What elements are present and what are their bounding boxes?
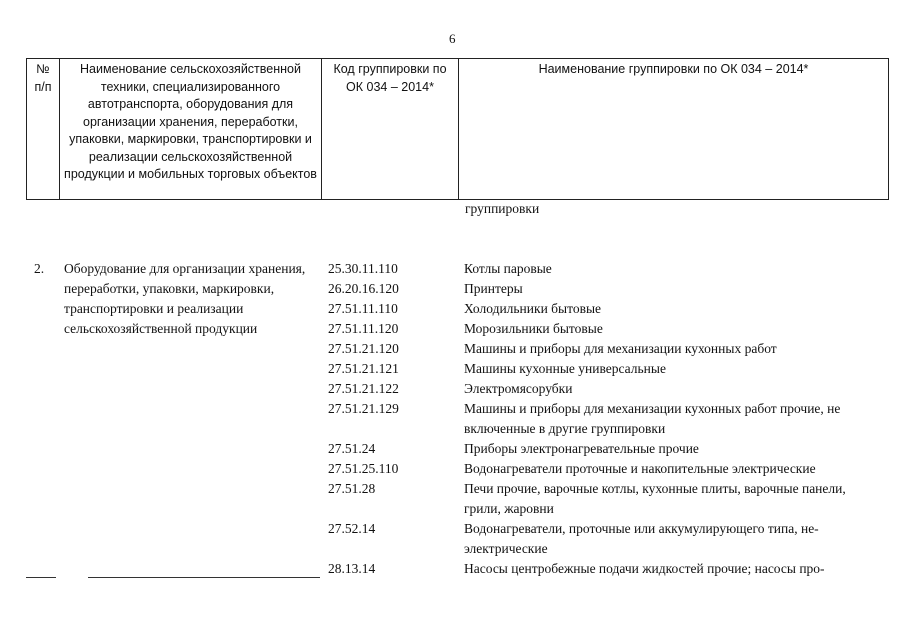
group-name-item: Машины и приборы для механизации кухонных работ прочие, не включенные в другие группировки <box>464 401 841 436</box>
code-item: 27.51.21.121 <box>328 361 399 376</box>
group-name-item: Котлы паровые <box>464 261 552 276</box>
section-name: Оборудование для организации хранения, переработки, упаковки, маркировки, транспортировки и реализации сельскохозяйственной продукции <box>64 261 306 336</box>
group-name-item: Машины и приборы для механизации кухонных работ <box>464 341 777 356</box>
code-column <box>328 259 458 579</box>
code-item: 27.51.24 <box>328 441 376 456</box>
group-name-item: Морозильники бытовые <box>464 321 603 336</box>
code-item: 27.51.11.120 <box>328 321 399 336</box>
group-name-item: Насосы центробежные подачи жидкостей прочие; насосы про- <box>464 561 825 576</box>
header-col-number: № п/п <box>27 59 60 200</box>
header-col-group-name: Наименование группировки по ОК 034 – 2014* <box>459 59 889 200</box>
code-item: 27.51.11.110 <box>328 301 398 316</box>
code-item: 27.51.21.122 <box>328 381 399 396</box>
code-item: 27.52.14 <box>328 521 376 536</box>
code-item: 27.51.21.120 <box>328 341 399 356</box>
group-name-item: Водонагреватели проточные и накопительные электрические <box>464 461 816 476</box>
group-name-item: Машины кухонные универсальные <box>464 361 666 376</box>
table-header <box>26 58 889 200</box>
header-col-equipment-name: Наименование сельскохозяйственной техники, специализированного автотранспорта, оборудования для организации хранения, переработки, упаковки, маркировки, транспортировки и реализации сельскохозяйственной продукции и мобильных торговых объектов <box>60 59 322 200</box>
code-item: 27.51.25.110 <box>328 461 399 476</box>
group-name-item: Электромясорубки <box>464 381 573 396</box>
section-number: 2. <box>34 261 45 276</box>
footnote-line-long <box>88 577 320 578</box>
code-item: 27.51.21.129 <box>328 401 399 416</box>
group-name-item: Водонагреватели, проточные или аккумулирующего типа, не- электрические <box>464 521 819 556</box>
header-col-code: Код группировки по ОК 034 – 2014* <box>322 59 459 200</box>
page-number: 6 <box>449 31 456 46</box>
group-name-item: Холодильники бытовые <box>464 301 602 316</box>
continuation-text: группировки <box>465 201 540 216</box>
group-name-item: Приборы электронагревательные прочие <box>464 441 699 456</box>
code-item: 27.51.28 <box>328 481 376 496</box>
group-name-column <box>464 259 884 579</box>
code-item: 28.13.14 <box>328 561 376 576</box>
group-name-item: Печи прочие, варочные котлы, кухонные плиты, варочные панели, грили, жаровни <box>464 481 846 516</box>
code-item: 25.30.11.110 <box>328 261 398 276</box>
group-name-item: Принтеры <box>464 281 523 296</box>
code-item: 26.20.16.120 <box>328 281 399 296</box>
footnote-line-short <box>26 577 56 578</box>
